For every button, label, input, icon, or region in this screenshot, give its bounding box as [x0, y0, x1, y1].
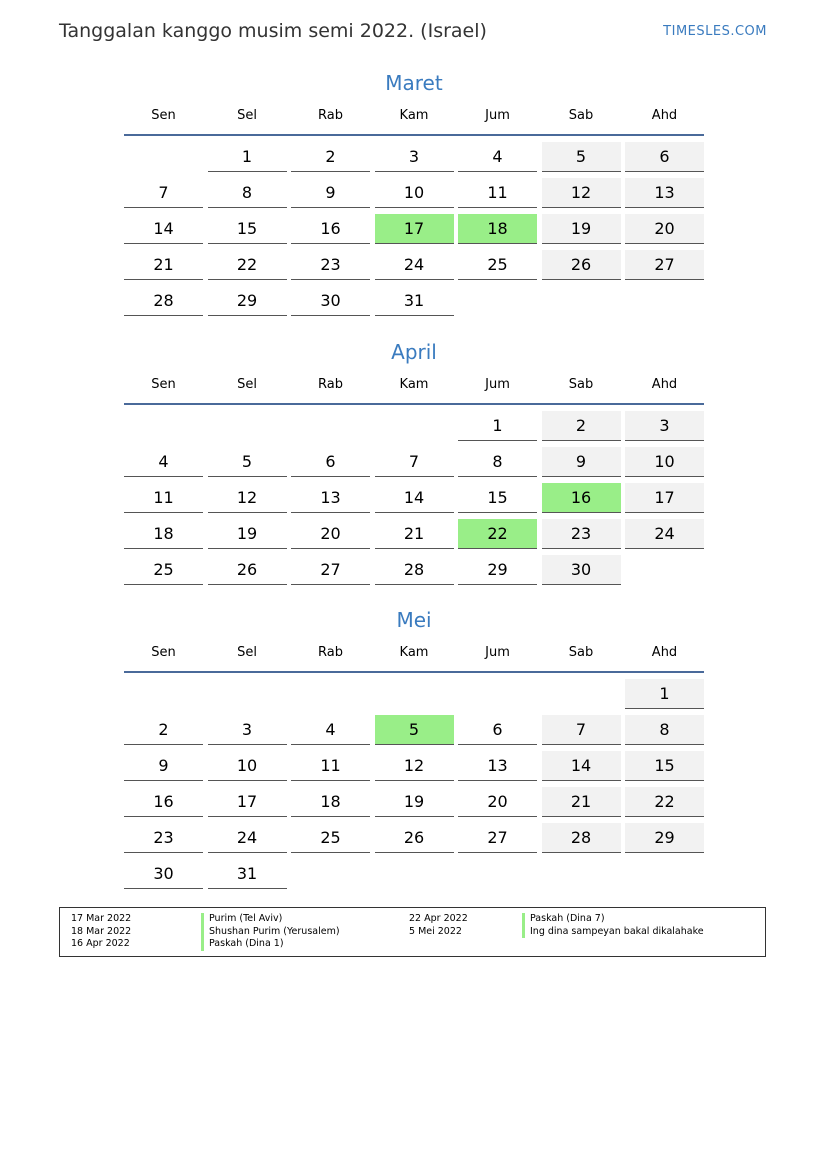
empty-cell — [124, 411, 203, 440]
weekday-label: Sab — [568, 645, 594, 660]
holiday-day-cell: 22 — [458, 519, 537, 549]
day-cell: 30 — [542, 555, 621, 585]
empty-cell — [124, 142, 203, 171]
day-cell: 4 — [124, 447, 203, 477]
day-cell: 9 — [291, 178, 370, 208]
empty-cell — [124, 679, 203, 708]
day-cell: 28 — [375, 555, 454, 585]
week-row — [124, 284, 704, 320]
empty-cell — [458, 859, 537, 888]
day-cell: 12 — [208, 483, 287, 513]
day-cell: 14 — [542, 751, 621, 781]
weekday-label: Kam — [399, 377, 429, 392]
legend-holiday-name: Paskah (Dina 1) — [201, 938, 340, 951]
weekday-label: Ahd — [651, 377, 678, 392]
brand-link[interactable]: TIMESLES.COM — [663, 24, 767, 39]
weekday-label: Sel — [237, 108, 257, 123]
legend-date: 16 Apr 2022 — [71, 938, 130, 949]
holiday-day-cell: 17 — [375, 214, 454, 244]
day-cell: 16 — [124, 787, 203, 817]
day-cell: 21 — [375, 519, 454, 549]
weeks — [124, 140, 704, 320]
weekday-label: Kam — [399, 108, 429, 123]
day-cell: 31 — [208, 859, 287, 889]
legend-holiday-name: Shushan Purim (Yerusalem) — [201, 926, 340, 939]
empty-cell — [542, 679, 621, 708]
day-cell: 15 — [208, 214, 287, 244]
day-cell: 19 — [208, 519, 287, 549]
day-cell: 4 — [291, 715, 370, 745]
day-cell: 17 — [208, 787, 287, 817]
legend-names-col-2 — [522, 913, 704, 938]
day-cell: 15 — [625, 751, 704, 781]
day-cell: 31 — [375, 286, 454, 316]
day-cell: 17 — [625, 483, 704, 513]
legend-holiday-name: Paskah (Dina 7) — [522, 913, 704, 926]
day-cell: 26 — [375, 823, 454, 853]
empty-cell — [375, 679, 454, 708]
weekday-label: Kam — [399, 645, 429, 660]
day-cell: 5 — [542, 142, 621, 172]
day-cell: 1 — [208, 142, 287, 172]
legend-date: 5 Mei 2022 — [409, 925, 462, 937]
day-cell: 12 — [542, 178, 621, 208]
month-title: April — [391, 340, 437, 364]
day-cell: 30 — [124, 859, 203, 889]
month-may — [124, 607, 704, 893]
empty-cell — [375, 859, 454, 888]
day-cell: 8 — [625, 715, 704, 745]
legend-date: 17 Mar 2022 — [71, 913, 132, 924]
day-cell: 11 — [291, 751, 370, 781]
day-cell: 7 — [542, 715, 621, 745]
day-cell: 28 — [124, 286, 203, 316]
day-cell: 30 — [291, 286, 370, 316]
legend-holiday-name: Ing dina sampeyan bakal dikalahake — [522, 926, 704, 939]
legend-date: 22 Apr 2022 — [409, 913, 468, 924]
day-cell: 25 — [291, 823, 370, 853]
day-cell: 12 — [375, 751, 454, 781]
day-cell: 24 — [375, 250, 454, 280]
day-cell: 25 — [124, 555, 203, 585]
weeks — [124, 677, 704, 893]
weekday-label: Sen — [151, 377, 176, 392]
weekday-label: Ahd — [651, 645, 678, 660]
weekday-label: Jum — [485, 108, 510, 123]
weekday-header — [124, 643, 704, 673]
day-cell: 20 — [458, 787, 537, 817]
day-cell: 21 — [542, 787, 621, 817]
week-row — [124, 713, 704, 749]
day-cell: 2 — [124, 715, 203, 745]
holiday-legend — [59, 907, 766, 957]
day-cell: 7 — [124, 178, 203, 208]
day-cell: 1 — [458, 411, 537, 441]
day-cell: 24 — [625, 519, 704, 549]
day-cell: 22 — [208, 250, 287, 280]
day-cell: 4 — [458, 142, 537, 172]
week-row — [124, 176, 704, 212]
weekday-label: Sel — [237, 645, 257, 660]
day-cell: 26 — [208, 555, 287, 585]
day-cell: 29 — [458, 555, 537, 585]
empty-cell — [208, 679, 287, 708]
empty-cell — [291, 411, 370, 440]
day-cell: 8 — [208, 178, 287, 208]
empty-cell — [542, 859, 621, 888]
day-cell: 20 — [291, 519, 370, 549]
week-row — [124, 785, 704, 821]
day-cell: 23 — [291, 250, 370, 280]
weekday-label: Sab — [568, 108, 594, 123]
day-cell: 10 — [375, 178, 454, 208]
page-title: Tanggalan kanggo musim semi 2022. (Israel) — [59, 20, 487, 42]
day-cell: 8 — [458, 447, 537, 477]
weekday-header — [124, 375, 704, 405]
day-cell: 6 — [458, 715, 537, 745]
legend-holiday-name: Purim (Tel Aviv) — [201, 913, 340, 926]
weekday-header — [124, 106, 704, 136]
week-row — [124, 553, 704, 589]
weekday-label: Sab — [568, 377, 594, 392]
day-cell: 9 — [124, 751, 203, 781]
day-cell: 2 — [291, 142, 370, 172]
day-cell: 1 — [625, 679, 704, 709]
day-cell: 2 — [542, 411, 621, 441]
day-cell: 14 — [375, 483, 454, 513]
day-cell: 22 — [625, 787, 704, 817]
holiday-day-cell: 18 — [458, 214, 537, 244]
month-april — [124, 339, 704, 589]
holiday-day-cell: 5 — [375, 715, 454, 745]
month-title: Maret — [385, 71, 443, 95]
weekday-label: Ahd — [651, 108, 678, 123]
day-cell: 13 — [291, 483, 370, 513]
day-cell: 26 — [542, 250, 621, 280]
month-march — [124, 70, 704, 320]
legend-dates-col-1 — [71, 913, 131, 951]
weekday-label: Rab — [318, 377, 343, 392]
empty-cell — [291, 859, 370, 888]
week-row — [124, 677, 704, 713]
empty-cell — [208, 411, 287, 440]
empty-cell — [625, 859, 704, 888]
day-cell: 23 — [124, 823, 203, 853]
day-cell: 25 — [458, 250, 537, 280]
day-cell: 21 — [124, 250, 203, 280]
weekday-label: Rab — [318, 645, 343, 660]
day-cell: 9 — [542, 447, 621, 477]
week-row — [124, 409, 704, 445]
weekday-label: Rab — [318, 108, 343, 123]
day-cell: 20 — [625, 214, 704, 244]
day-cell: 16 — [291, 214, 370, 244]
legend-names-col-1 — [201, 913, 340, 951]
day-cell: 13 — [625, 178, 704, 208]
week-row — [124, 857, 704, 893]
holiday-day-cell: 16 — [542, 483, 621, 513]
day-cell: 27 — [291, 555, 370, 585]
weekday-label: Jum — [485, 377, 510, 392]
empty-cell — [291, 679, 370, 708]
day-cell: 6 — [291, 447, 370, 477]
day-cell: 10 — [625, 447, 704, 477]
weekday-label: Jum — [485, 645, 510, 660]
day-cell: 10 — [208, 751, 287, 781]
empty-cell — [625, 555, 704, 584]
day-cell: 15 — [458, 483, 537, 513]
day-cell: 7 — [375, 447, 454, 477]
day-cell: 3 — [375, 142, 454, 172]
empty-cell — [458, 679, 537, 708]
empty-cell — [542, 286, 621, 315]
week-row — [124, 481, 704, 517]
day-cell: 19 — [375, 787, 454, 817]
month-title: Mei — [396, 608, 432, 632]
week-row — [124, 248, 704, 284]
week-row — [124, 517, 704, 553]
weekday-label: Sen — [151, 645, 176, 660]
day-cell: 3 — [625, 411, 704, 441]
day-cell: 29 — [625, 823, 704, 853]
week-row — [124, 821, 704, 857]
day-cell: 5 — [208, 447, 287, 477]
day-cell: 27 — [458, 823, 537, 853]
day-cell: 3 — [208, 715, 287, 745]
day-cell: 11 — [124, 483, 203, 513]
weekday-label: Sel — [237, 377, 257, 392]
day-cell: 19 — [542, 214, 621, 244]
week-row — [124, 749, 704, 785]
day-cell: 24 — [208, 823, 287, 853]
empty-cell — [625, 286, 704, 315]
day-cell: 27 — [625, 250, 704, 280]
legend-date: 18 Mar 2022 — [71, 925, 132, 937]
day-cell: 13 — [458, 751, 537, 781]
weeks — [124, 409, 704, 589]
legend-dates-col-2 — [409, 913, 468, 938]
week-row — [124, 140, 704, 176]
empty-cell — [458, 286, 537, 315]
empty-cell — [375, 411, 454, 440]
day-cell: 6 — [625, 142, 704, 172]
day-cell: 14 — [124, 214, 203, 244]
day-cell: 18 — [291, 787, 370, 817]
week-row — [124, 445, 704, 481]
day-cell: 23 — [542, 519, 621, 549]
week-row — [124, 212, 704, 248]
weekday-label: Sen — [151, 108, 176, 123]
day-cell: 11 — [458, 178, 537, 208]
day-cell: 18 — [124, 519, 203, 549]
day-cell: 29 — [208, 286, 287, 316]
day-cell: 28 — [542, 823, 621, 853]
